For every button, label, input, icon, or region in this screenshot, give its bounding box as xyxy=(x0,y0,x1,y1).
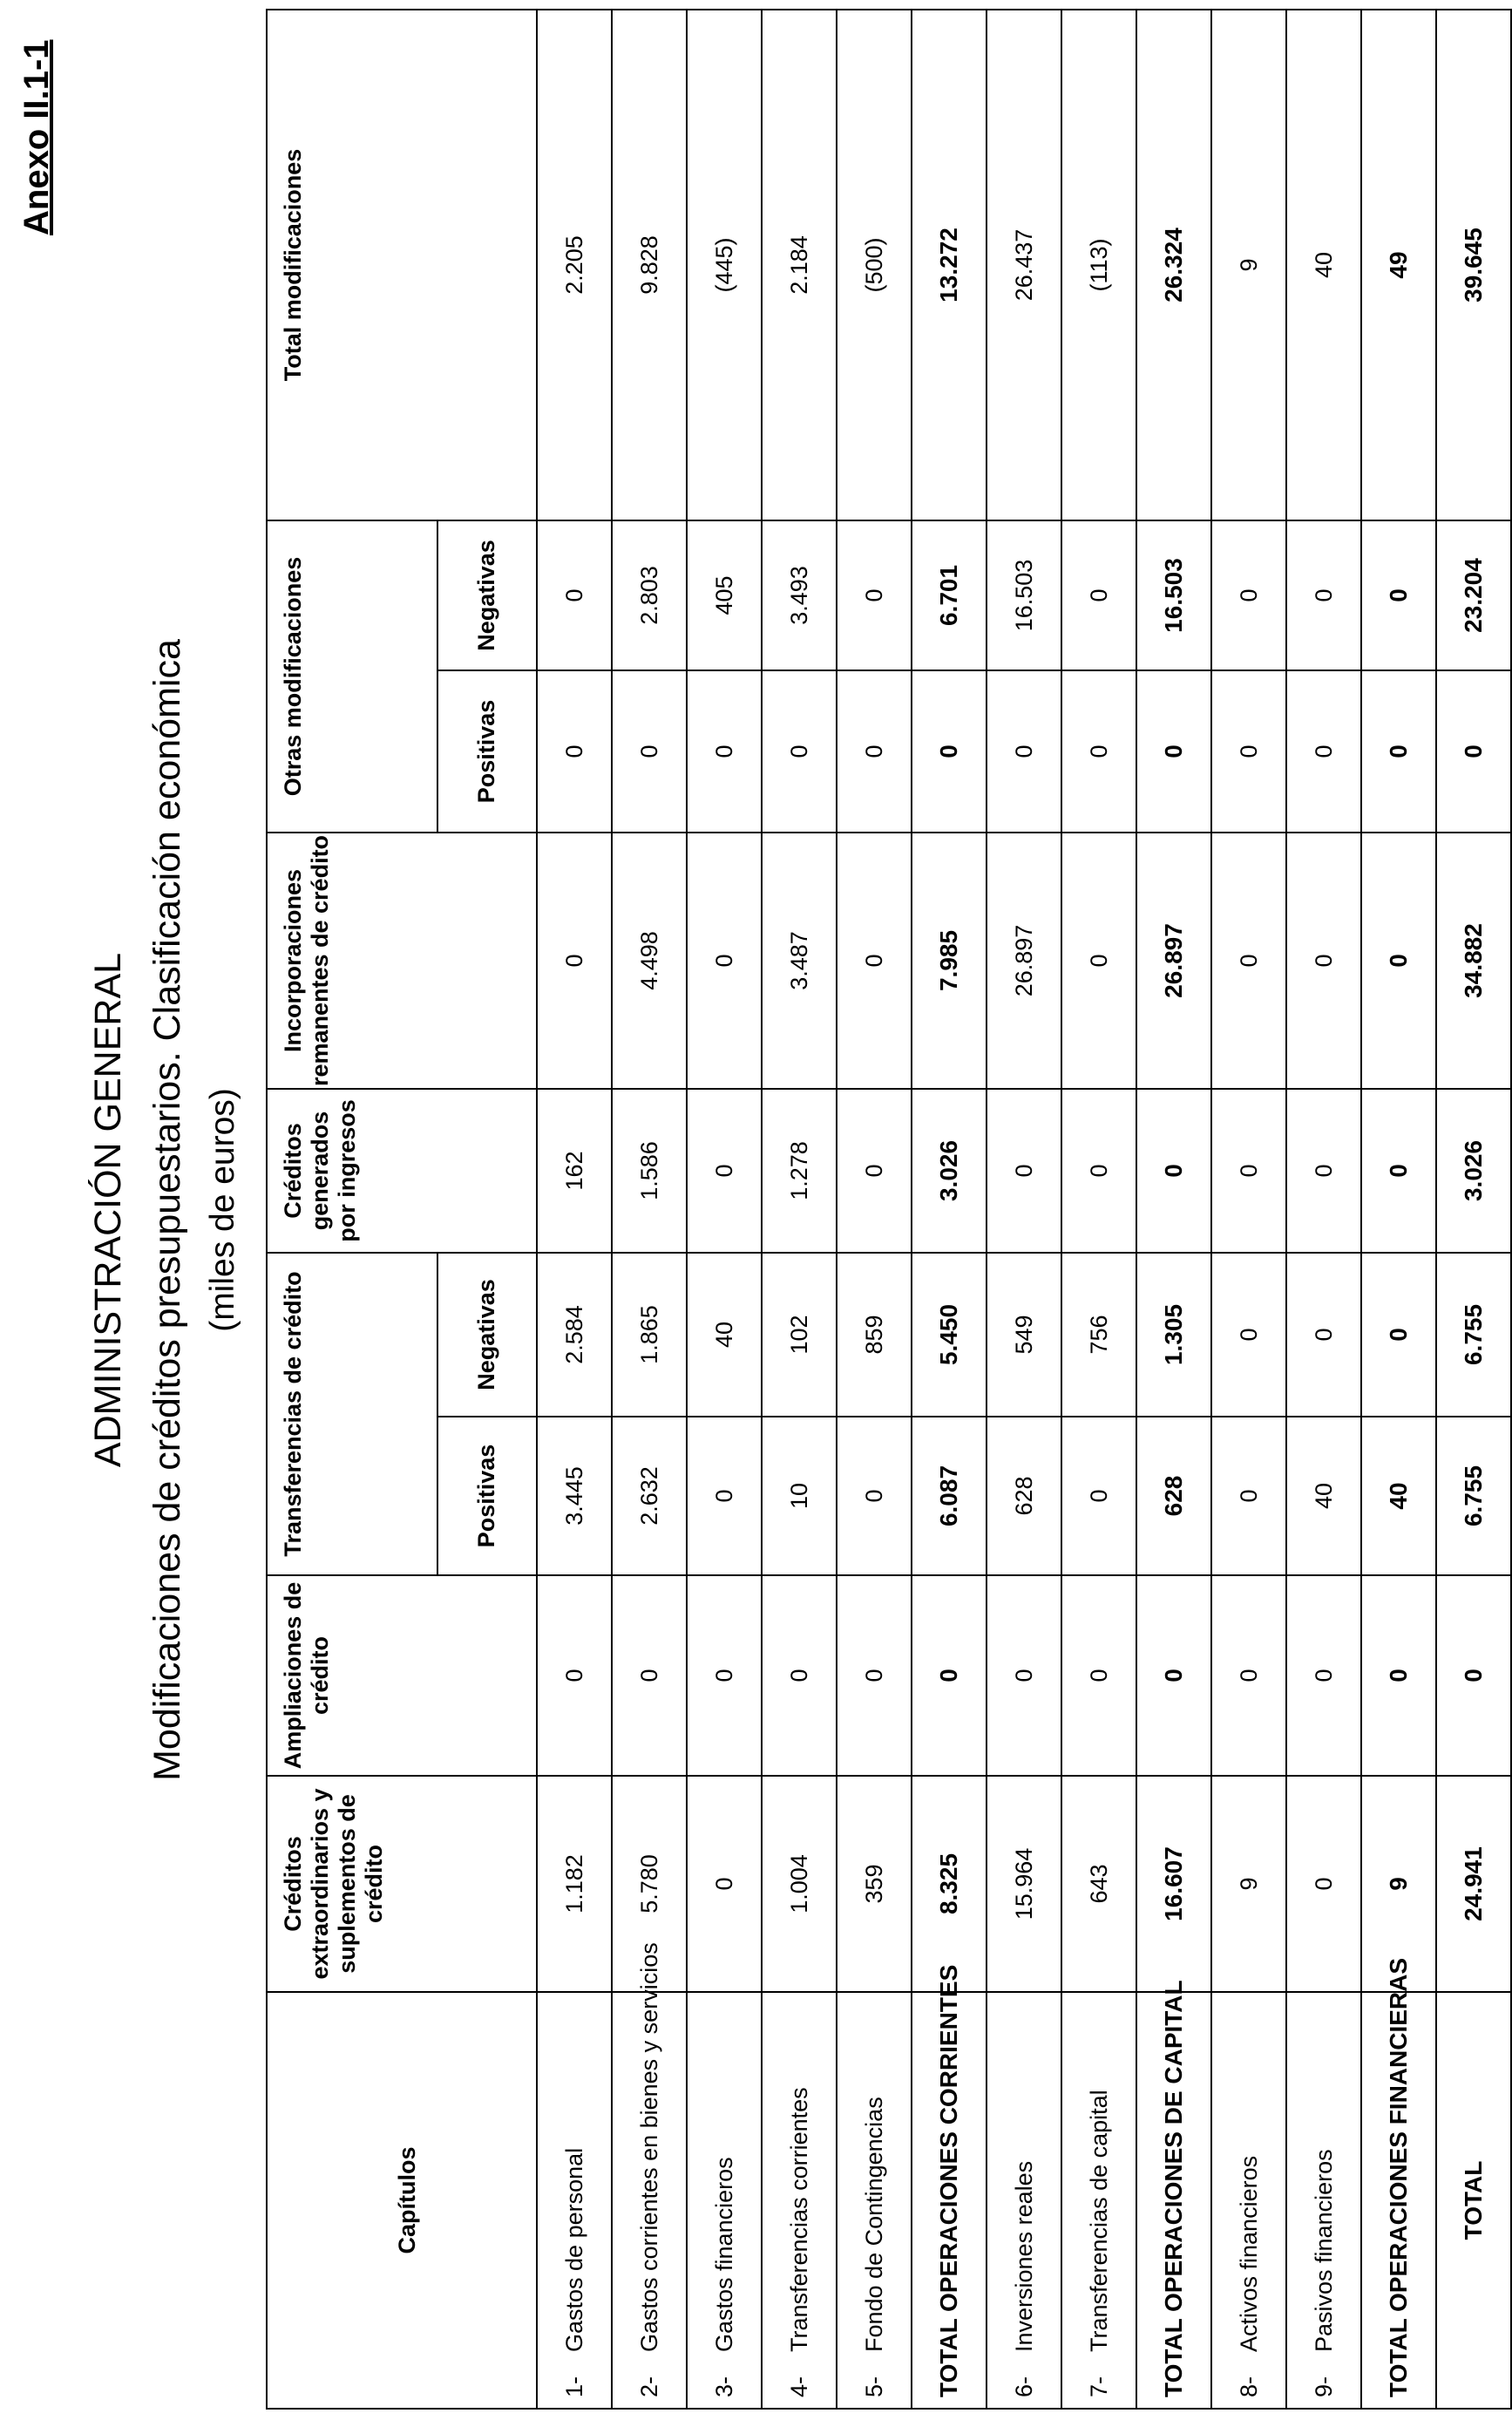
cell-creditos-extraordinarios: 9 xyxy=(1211,1776,1286,1992)
cell-ampliaciones: 0 xyxy=(1436,1575,1511,1776)
cell-otras-positivas: 0 xyxy=(912,670,987,833)
header-creditos-extraordinarios: Créditos extraordinarios y suplementos de crédito xyxy=(267,1776,537,1992)
table-row xyxy=(987,10,1061,2409)
row-label: TOTAL xyxy=(1436,1992,1511,2409)
cell-ampliaciones: 0 xyxy=(537,1575,612,1776)
header-ampliaciones: Ampliaciones de crédito xyxy=(267,1575,537,1776)
cell-transferencias-positivas: 40 xyxy=(1286,1417,1361,1575)
cell-total: 40 xyxy=(1286,10,1361,520)
cell-otras-negativas: 0 xyxy=(1286,520,1361,670)
cell-total: 2.184 xyxy=(762,10,837,520)
row-name: Gastos financieros xyxy=(710,2157,737,2352)
cell-incorporaciones: 0 xyxy=(687,833,762,1089)
cell-transferencias-negativas: 2.584 xyxy=(537,1253,612,1417)
row-number: 5- xyxy=(860,2376,887,2397)
cell-total: 9.828 xyxy=(612,10,687,520)
row-name: Transferencias corrientes xyxy=(785,2087,812,2352)
cell-transferencias-negativas: 756 xyxy=(1061,1253,1136,1417)
cell-total: 26.324 xyxy=(1136,10,1211,520)
cell-creditos-extraordinarios: 359 xyxy=(837,1776,912,1992)
header-transferencias: Transferencias de crédito xyxy=(267,1253,437,1575)
cell-creditos-extraordinarios: 8.325 xyxy=(912,1776,987,1992)
row-name: Transferencias de capital xyxy=(1085,2090,1112,2352)
cell-total: 9 xyxy=(1211,10,1286,520)
row-number: 3- xyxy=(710,2376,737,2397)
cell-transferencias-negativas: 1.305 xyxy=(1136,1253,1211,1417)
table-header xyxy=(267,10,537,2409)
cell-transferencias-negativas: 0 xyxy=(1361,1253,1436,1417)
row-number: 4- xyxy=(785,2376,812,2397)
row-label xyxy=(987,1992,1061,2409)
cell-otras-negativas: 0 xyxy=(1061,520,1136,670)
cell-ampliaciones: 0 xyxy=(612,1575,687,1776)
cell-otras-negativas: 0 xyxy=(1361,520,1436,670)
cell-incorporaciones: 3.487 xyxy=(762,833,837,1089)
cell-creditos-extraordinarios: 16.607 xyxy=(1136,1776,1211,1992)
row-number: 9- xyxy=(1310,2376,1337,2397)
cell-transferencias-positivas: 2.632 xyxy=(612,1417,687,1575)
cell-transferencias-positivas: 0 xyxy=(687,1417,762,1575)
cell-incorporaciones: 26.897 xyxy=(1136,833,1211,1089)
cell-otras-negativas: 23.204 xyxy=(1436,520,1511,670)
cell-transferencias-negativas: 549 xyxy=(987,1253,1061,1417)
cell-otras-positivas: 0 xyxy=(1436,670,1511,833)
cell-otras-negativas: 3.493 xyxy=(762,520,837,670)
cell-ampliaciones: 0 xyxy=(837,1575,912,1776)
cell-generados: 3.026 xyxy=(912,1089,987,1253)
table-row xyxy=(1286,10,1361,2409)
cell-transferencias-positivas: 0 xyxy=(837,1417,912,1575)
row-number: 6- xyxy=(1010,2376,1037,2397)
cell-creditos-extraordinarios: 5.780 xyxy=(612,1776,687,1992)
cell-otras-positivas: 0 xyxy=(1211,670,1286,833)
table-row-subtotal xyxy=(1136,10,1211,2409)
row-name: Inversiones reales xyxy=(1010,2160,1037,2352)
header-transferencias-positivas: Positivas xyxy=(437,1417,537,1575)
cell-transferencias-positivas: 628 xyxy=(1136,1417,1211,1575)
cell-incorporaciones: 0 xyxy=(1286,833,1361,1089)
cell-creditos-extraordinarios: 643 xyxy=(1061,1776,1136,1992)
cell-creditos-extraordinarios: 0 xyxy=(1286,1776,1361,1992)
cell-generados: 0 xyxy=(1061,1089,1136,1253)
cell-generados: 162 xyxy=(537,1089,612,1253)
cell-incorporaciones: 0 xyxy=(1361,833,1436,1089)
cell-ampliaciones: 0 xyxy=(1211,1575,1286,1776)
cell-transferencias-negativas: 859 xyxy=(837,1253,912,1417)
cell-otras-negativas: 2.803 xyxy=(612,520,687,670)
header-otras-positivas: Positivas xyxy=(437,670,537,833)
cell-transferencias-negativas: 0 xyxy=(1286,1253,1361,1417)
cell-incorporaciones: 0 xyxy=(1211,833,1286,1089)
cell-otras-positivas: 0 xyxy=(1136,670,1211,833)
cell-transferencias-positivas: 0 xyxy=(1061,1417,1136,1575)
cell-generados: 0 xyxy=(1136,1089,1211,1253)
cell-creditos-extraordinarios: 1.004 xyxy=(762,1776,837,1992)
cell-creditos-extraordinarios: 1.182 xyxy=(537,1776,612,1992)
row-label xyxy=(537,1992,612,2409)
cell-ampliaciones: 0 xyxy=(987,1575,1061,1776)
row-label: TOTAL OPERACIONES FINANCIERAS xyxy=(1361,1992,1436,2409)
row-label xyxy=(687,1992,762,2409)
header-otras-negativas: Negativas xyxy=(437,520,537,670)
row-number: 2- xyxy=(635,2376,662,2397)
table-row-subtotal xyxy=(1361,10,1436,2409)
cell-ampliaciones: 0 xyxy=(912,1575,987,1776)
cell-transferencias-negativas: 0 xyxy=(1211,1253,1286,1417)
row-name: Gastos corrientes en bienes y servicios xyxy=(635,1942,662,2352)
row-label: TOTAL OPERACIONES DE CAPITAL xyxy=(1136,1992,1211,2409)
cell-creditos-extraordinarios: 0 xyxy=(687,1776,762,1992)
cell-ampliaciones: 0 xyxy=(762,1575,837,1776)
cell-generados: 0 xyxy=(987,1089,1061,1253)
cell-otras-negativas: 16.503 xyxy=(1136,520,1211,670)
cell-total: (113) xyxy=(1061,10,1136,520)
cell-generados: 0 xyxy=(1361,1089,1436,1253)
cell-otras-positivas: 0 xyxy=(537,670,612,833)
cell-transferencias-positivas: 0 xyxy=(1211,1417,1286,1575)
table-row-subtotal xyxy=(912,10,987,2409)
cell-otras-positivas: 0 xyxy=(762,670,837,833)
row-number: 8- xyxy=(1235,2376,1262,2397)
header-incorporaciones: Incorporaciones remanentes de crédito xyxy=(267,833,537,1089)
row-name: Activos financieros xyxy=(1235,2155,1262,2352)
row-label xyxy=(1061,1992,1136,2409)
header-transferencias-negativas: Negativas xyxy=(437,1253,537,1417)
table-body xyxy=(537,10,1511,2409)
cell-total: (500) xyxy=(837,10,912,520)
row-label xyxy=(1211,1992,1286,2409)
cell-total: 26.437 xyxy=(987,10,1061,520)
cell-transferencias-positivas: 10 xyxy=(762,1417,837,1575)
cell-otras-negativas: 0 xyxy=(1211,520,1286,670)
cell-transferencias-negativas: 40 xyxy=(687,1253,762,1417)
header-generados: Créditos generados por ingresos xyxy=(267,1089,537,1253)
table-row xyxy=(1061,10,1136,2409)
cell-otras-negativas: 16.503 xyxy=(987,520,1061,670)
cell-creditos-extraordinarios: 24.941 xyxy=(1436,1776,1511,1992)
row-label xyxy=(1286,1992,1361,2409)
cell-ampliaciones: 0 xyxy=(1136,1575,1211,1776)
row-number: 7- xyxy=(1085,2376,1112,2397)
header-otras: Otras modificaciones xyxy=(267,520,437,833)
table-row xyxy=(537,10,612,2409)
cell-ampliaciones: 0 xyxy=(1361,1575,1436,1776)
cell-incorporaciones: 0 xyxy=(1061,833,1136,1089)
cell-total: 39.645 xyxy=(1436,10,1511,520)
cell-transferencias-positivas: 3.445 xyxy=(537,1417,612,1575)
cell-transferencias-positivas: 6.755 xyxy=(1436,1417,1511,1575)
cell-otras-positivas: 0 xyxy=(1286,670,1361,833)
page-subtitle: Modificaciones de créditos presupuestarios. Clasificación económica xyxy=(146,639,188,1781)
table-row xyxy=(612,10,687,2409)
cell-incorporaciones: 4.498 xyxy=(612,833,687,1089)
row-label xyxy=(762,1992,837,2409)
cell-incorporaciones: 7.985 xyxy=(912,833,987,1089)
row-label xyxy=(837,1992,912,2409)
cell-transferencias-negativas: 102 xyxy=(762,1253,837,1417)
cell-otras-positivas: 0 xyxy=(1061,670,1136,833)
cell-ampliaciones: 0 xyxy=(687,1575,762,1776)
cell-incorporaciones: 26.897 xyxy=(987,833,1061,1089)
cell-transferencias-positivas: 628 xyxy=(987,1417,1061,1575)
cell-incorporaciones: 0 xyxy=(837,833,912,1089)
cell-otras-positivas: 0 xyxy=(987,670,1061,833)
cell-generados: 0 xyxy=(1211,1089,1286,1253)
cell-transferencias-positivas: 40 xyxy=(1361,1417,1436,1575)
cell-ampliaciones: 0 xyxy=(1061,1575,1136,1776)
row-name: Pasivos financieros xyxy=(1310,2149,1337,2352)
cell-otras-positivas: 0 xyxy=(837,670,912,833)
cell-incorporaciones: 0 xyxy=(537,833,612,1089)
cell-incorporaciones: 34.882 xyxy=(1436,833,1511,1089)
cell-generados: 1.278 xyxy=(762,1089,837,1253)
units-label: (miles de euros) xyxy=(204,1088,241,1332)
cell-otras-negativas: 6.701 xyxy=(912,520,987,670)
cell-otras-positivas: 0 xyxy=(687,670,762,833)
cell-generados: 0 xyxy=(1286,1089,1361,1253)
cell-total: 2.205 xyxy=(537,10,612,520)
cell-transferencias-negativas: 6.755 xyxy=(1436,1253,1511,1417)
cell-otras-negativas: 0 xyxy=(837,520,912,670)
row-label: TOTAL OPERACIONES CORRIENTES xyxy=(912,1992,987,2409)
page-title: ADMINISTRACIÓN GENERAL xyxy=(87,952,129,1468)
cell-creditos-extraordinarios: 9 xyxy=(1361,1776,1436,1992)
cell-generados: 1.586 xyxy=(612,1089,687,1253)
cell-transferencias-negativas: 1.865 xyxy=(612,1253,687,1417)
cell-generados: 0 xyxy=(687,1089,762,1253)
table-row xyxy=(837,10,912,2409)
cell-ampliaciones: 0 xyxy=(1286,1575,1361,1776)
row-number: 1- xyxy=(560,2376,587,2397)
table-row xyxy=(762,10,837,2409)
row-name: Gastos de personal xyxy=(560,2147,587,2352)
table-row xyxy=(1211,10,1286,2409)
cell-otras-negativas: 405 xyxy=(687,520,762,670)
table-row-total xyxy=(1436,10,1511,2409)
cell-creditos-extraordinarios: 15.964 xyxy=(987,1776,1061,1992)
cell-generados: 3.026 xyxy=(1436,1089,1511,1253)
header-capitulos: Capítulos xyxy=(267,1992,537,2409)
annex-label: Anexo II.1-1 xyxy=(17,39,56,235)
cell-otras-negativas: 0 xyxy=(537,520,612,670)
row-label xyxy=(612,1942,687,2409)
cell-total: 13.272 xyxy=(912,10,987,520)
cell-generados: 0 xyxy=(837,1089,912,1253)
cell-transferencias-negativas: 5.450 xyxy=(912,1253,987,1417)
modifications-table xyxy=(266,9,1512,2410)
cell-transferencias-positivas: 6.087 xyxy=(912,1417,987,1575)
cell-otras-positivas: 0 xyxy=(1361,670,1436,833)
cell-total: (445) xyxy=(687,10,762,520)
header-total: Total modificaciones xyxy=(267,10,537,520)
row-name: Fondo de Contingencias xyxy=(860,2097,887,2352)
table-row xyxy=(687,10,762,2409)
cell-total: 49 xyxy=(1361,10,1436,520)
cell-otras-positivas: 0 xyxy=(612,670,687,833)
